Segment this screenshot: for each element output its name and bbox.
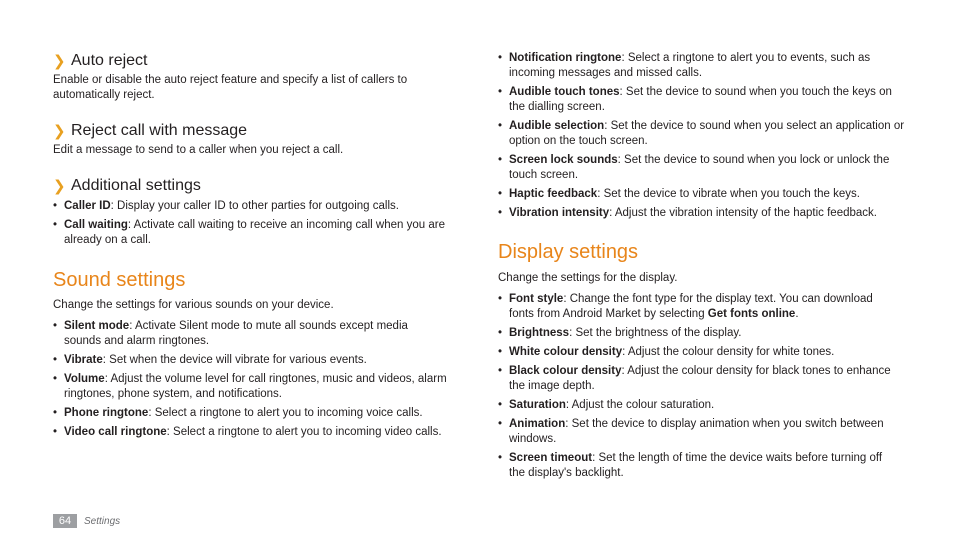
list-item: [498, 119, 908, 149]
item-desc: : Select a ringtone to alert you to events, such as incoming messages and missed calls.: [509, 52, 871, 79]
item-term: Audible selection: [509, 120, 605, 132]
display-settings-intro: Change the settings for the display.: [498, 272, 678, 284]
sound-settings-intro: Change the settings for various sounds on your device.: [53, 299, 334, 311]
item-desc: : Set the device to sound when you lock or unlock the touch screen.: [509, 154, 890, 181]
item-desc-end: .: [795, 308, 799, 320]
item-desc: : Display your caller ID to other parties for outgoing calls.: [110, 200, 399, 212]
page-footer: [53, 514, 120, 528]
bullet-dot: •: [498, 120, 503, 132]
additional-settings-heading: [53, 177, 201, 195]
bullet-dot: •: [498, 293, 503, 305]
list-item: [498, 292, 898, 322]
bullet-dot: •: [53, 320, 58, 332]
list-item: [498, 451, 898, 481]
item-desc: : Change the font type for the display text. You can download fonts from Android Market by selecting: [509, 293, 873, 320]
item-term: Vibrate: [64, 354, 103, 366]
item-term: Screen lock sounds: [509, 154, 618, 166]
item-desc: : Set the brightness of the display.: [569, 327, 742, 339]
page-number: 64: [53, 514, 77, 528]
item-term: Call waiting: [64, 219, 128, 231]
item-term: Caller ID: [64, 200, 111, 212]
bullet-dot: •: [53, 426, 58, 438]
item-desc: : Adjust the volume level for call ringtones, music and videos, alarm ringtones, phone system, and notifications.: [64, 373, 447, 400]
list-item: [498, 345, 898, 360]
chevron-right-icon: ❯: [53, 178, 66, 195]
item-desc: : Adjust the colour density for white tones.: [622, 346, 835, 358]
item-term: Vibration intensity: [509, 207, 610, 219]
get-fonts-online-label: Get fonts online: [707, 308, 796, 320]
item-desc: : Set the device to sound when you select an application or option on the touch screen.: [509, 120, 905, 147]
item-term: Volume: [64, 373, 105, 385]
sound-settings-title: Sound settings: [53, 269, 186, 291]
item-term: Haptic feedback: [509, 188, 598, 200]
footer-section-label: Settings: [84, 515, 121, 527]
chevron-right-icon: ❯: [53, 53, 66, 70]
bullet-dot: •: [498, 418, 503, 430]
chevron-right-icon: ❯: [53, 123, 66, 140]
item-desc: : Select a ringtone to alert you to incoming voice calls.: [148, 407, 423, 419]
item-desc: : Set the length of time the device waits before turning off the display's backlight.: [509, 452, 883, 479]
item-term: Audible touch tones: [509, 86, 620, 98]
list-item: [498, 398, 898, 413]
list-item: [498, 51, 908, 81]
auto-reject-heading: [53, 52, 147, 70]
display-settings-title: Display settings: [498, 241, 639, 263]
bullet-dot: •: [498, 188, 503, 200]
auto-reject-title: Auto reject: [71, 52, 148, 69]
bullet-dot: •: [53, 219, 58, 231]
item-term: Black colour density: [509, 365, 622, 377]
item-term: Saturation: [509, 399, 566, 411]
list-item: [498, 187, 908, 202]
item-term: Notification ringtone: [509, 52, 622, 64]
list-item: [53, 319, 448, 349]
item-desc: : Set the device to vibrate when you touch the keys.: [597, 188, 860, 200]
item-term: Video call ringtone: [64, 426, 167, 438]
list-item: [53, 199, 448, 214]
item-term: Phone ringtone: [64, 407, 149, 419]
item-desc: : Set the device to sound when you touch the keys on the dialling screen.: [509, 86, 892, 113]
item-desc: : Set the device to display animation when you switch between windows.: [509, 418, 884, 445]
item-term: Brightness: [509, 327, 570, 339]
item-desc: : Adjust the colour saturation.: [565, 399, 715, 411]
bullet-dot: •: [498, 327, 503, 339]
bullet-dot: •: [498, 86, 503, 98]
list-item: [53, 353, 448, 368]
bullet-dot: •: [53, 407, 58, 419]
bullet-dot: •: [53, 354, 58, 366]
bullet-dot: •: [498, 207, 503, 219]
bullet-dot: •: [498, 365, 503, 377]
sound-settings-list: [53, 319, 448, 444]
list-item: [53, 218, 448, 248]
reject-call-body: Edit a message to send to a caller when you reject a call.: [53, 144, 344, 156]
item-term: Font style: [509, 293, 564, 305]
bullet-dot: •: [498, 52, 503, 64]
item-desc: : Set when the device will vibrate for various events.: [102, 354, 367, 366]
item-term: White colour density: [509, 346, 623, 358]
list-item: [498, 85, 908, 115]
item-desc: : Activate call waiting to receive an incoming call when you are already on a call.: [64, 219, 445, 246]
list-item: [498, 417, 898, 447]
sound-settings-continued-list: [498, 51, 908, 225]
additional-settings-title: Additional settings: [71, 177, 201, 194]
list-item: [53, 406, 448, 421]
list-item: [498, 153, 908, 183]
item-term: Silent mode: [64, 320, 130, 332]
list-item: [498, 364, 898, 394]
item-term: Screen timeout: [509, 452, 593, 464]
item-term: Animation: [509, 418, 566, 430]
bullet-dot: •: [498, 154, 503, 166]
item-desc: : Adjust the colour density for black tones to enhance the image depth.: [509, 365, 891, 392]
list-item: [498, 206, 908, 221]
reject-call-title: Reject call with message: [71, 122, 248, 139]
additional-settings-list: [53, 199, 448, 252]
list-item: [53, 372, 448, 402]
bullet-dot: •: [53, 373, 58, 385]
item-desc: : Adjust the vibration intensity of the haptic feedback.: [609, 207, 877, 219]
item-desc: : Activate Silent mode to mute all sounds except media sounds and alarm ringtones.: [64, 320, 408, 347]
item-desc: : Select a ringtone to alert you to incoming video calls.: [166, 426, 442, 438]
bullet-dot: •: [53, 200, 58, 212]
bullet-dot: •: [498, 399, 503, 411]
reject-call-heading: [53, 122, 247, 140]
display-settings-list: [498, 292, 898, 485]
bullet-dot: •: [498, 452, 503, 464]
list-item: [53, 425, 448, 440]
list-item: [498, 326, 898, 341]
bullet-dot: •: [498, 346, 503, 358]
auto-reject-body: Enable or disable the auto reject feature and specify a list of callers to automatically reject.: [53, 74, 408, 101]
